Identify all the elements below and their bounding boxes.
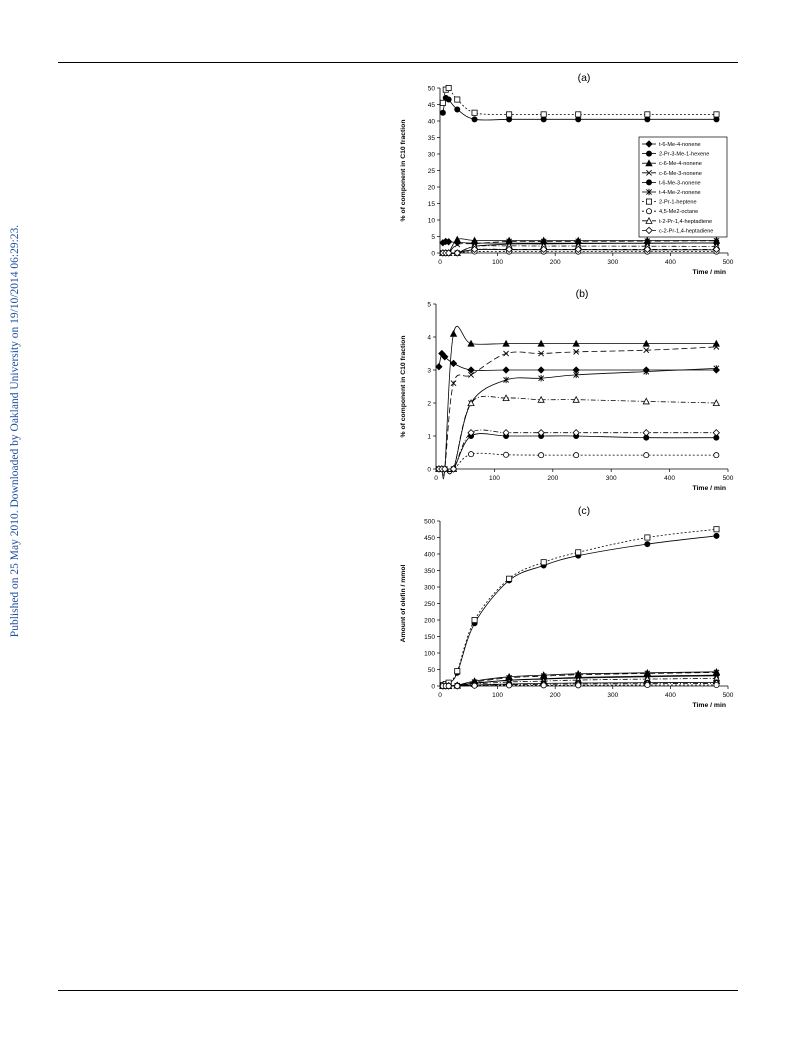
x-tick-label: 300 [605,475,617,482]
data-point [507,576,512,581]
y-tick-label: 45 [427,101,435,109]
data-point [472,110,477,115]
legend [639,137,727,237]
series-1 [440,533,719,688]
legend-entry: c-6-Me-4-nonene [659,161,702,168]
data-point [455,669,460,674]
y-axis-label: % of component in C10 fraction [400,119,407,222]
data-point [472,117,477,122]
data-point [446,85,451,90]
data-point [472,683,477,688]
legend-entry: c-2-Pr-1,4-heptadiene [659,228,714,235]
data-point [455,107,460,112]
x-tick-label: 300 [607,259,619,266]
data-point [714,527,719,532]
x-tick-label: 500 [722,692,734,699]
y-axis-label: Amount of olefin / mmol [400,564,407,643]
x-axis-label: Time / min [692,702,726,709]
panel-label: (a) [577,72,591,84]
data-point [507,683,512,688]
data-point [576,550,581,555]
y-tick-label: 300 [424,584,435,592]
data-point [541,683,546,688]
data-point [541,560,546,565]
data-point [507,112,512,117]
y-tick-label: 4 [427,334,431,342]
data-point [455,97,460,102]
data-point [450,360,456,366]
y-tick-label: 30 [427,151,435,159]
data-point [714,112,719,117]
x-tick-label: 400 [664,692,676,699]
data-point [645,112,650,117]
legend-marker [646,151,651,156]
data-point [576,112,581,117]
x-axis-label: Time / min [692,269,726,276]
data-point [576,683,581,688]
y-tick-label: 500 [424,518,435,526]
chart-panel-b [395,288,740,493]
y-tick-label: 200 [424,617,435,625]
panel-label: (c) [577,505,591,517]
legend-entry: t-4-Me-2-nonene [659,190,701,196]
x-tick-label: 400 [664,475,676,482]
series-line [443,87,717,114]
y-tick-label: 450 [424,534,435,542]
data-point [645,682,650,687]
y-tick-label: 100 [424,650,435,658]
y-tick-label: 40 [427,118,435,126]
series-2 [440,527,719,688]
data-point [503,351,508,356]
data-point [714,533,719,538]
data-point [713,430,719,436]
data-point [541,117,546,122]
y-tick-label: 25 [427,167,435,175]
data-point [436,364,442,370]
legend-entry: 2-Pr-1-heptene [659,199,697,206]
y-tick-label: 50 [427,85,435,93]
data-point [455,683,460,688]
legend-entry: c-6-Me-3-nonene [659,170,702,177]
x-tick-label: 200 [547,475,559,482]
y-tick-label: 250 [424,600,435,608]
chart-c-svg [395,505,740,710]
series-line [439,434,716,472]
y-axis-label: % of component in C10 fraction [400,335,407,438]
x-tick-label: 500 [722,259,734,266]
data-point [714,117,719,122]
watermark-text: Published on 25 May 2010. Downloaded by Oakland University on 19/10/2014 06:29:23. [9,224,21,638]
y-tick-label: 400 [424,551,435,559]
legend-entry: t-2-Pr-1,4-heptadiene [659,218,713,225]
data-point [645,535,650,540]
y-tick-label: 0 [427,466,431,474]
y-tick-label: 5 [427,301,431,309]
chart-a-svg [395,72,740,277]
series-10 [440,246,720,256]
legend-marker [646,180,651,185]
data-point [446,683,451,688]
data-point [451,331,457,337]
series-6 [436,452,719,472]
download-watermark [4,224,26,638]
x-tick-label: 500 [722,475,734,482]
x-tick-label: 400 [664,259,676,266]
x-axis-label: Time / min [692,485,726,492]
series-line [439,368,716,473]
x-tick-label: 300 [607,692,619,699]
legend-entry: 2-Pr-3-Me-1-hexene [659,151,710,158]
y-tick-label: 20 [427,184,435,192]
data-point [643,430,649,436]
y-tick-label: 10 [427,217,435,225]
y-tick-label: 50 [427,666,435,674]
x-tick-label: 200 [549,259,561,266]
data-point [446,97,451,102]
panel-label: (b) [575,288,589,300]
y-tick-label: 15 [427,200,435,208]
data-point [541,112,546,117]
x-tick-label: 0 [434,475,438,482]
data-point [714,453,719,458]
y-tick-label: 1 [427,433,431,441]
data-point [472,617,477,622]
data-point [644,453,649,458]
y-tick-label: 0 [431,683,435,691]
data-point [507,117,512,122]
x-tick-label: 0 [438,692,442,699]
chart-panel-c [395,505,740,710]
x-tick-label: 100 [488,475,500,482]
y-tick-label: 3 [427,367,431,375]
data-point [539,453,544,458]
data-point [503,452,508,457]
data-point [574,453,579,458]
chart-b-svg [395,288,740,493]
series-4 [436,433,719,471]
header-rule [58,62,738,63]
data-point [451,381,456,386]
x-tick-label: 100 [492,692,504,699]
y-tick-label: 35 [427,134,435,142]
series-7 [440,85,719,117]
data-point [576,117,581,122]
data-point [440,100,445,105]
legend-marker [646,209,651,214]
y-tick-label: 0 [431,250,435,258]
data-point [645,117,650,122]
legend-entry: t-6-Me-3-nonene [659,180,701,187]
data-point [503,377,508,383]
y-tick-label: 5 [431,233,435,241]
data-point [645,542,650,547]
data-point [503,367,509,373]
y-tick-label: 150 [424,633,435,641]
data-point [538,367,544,373]
series-2 [440,95,719,122]
data-point [468,452,473,457]
x-tick-label: 0 [438,259,442,266]
legend-entry: 4,5-Me2-octane [659,209,699,216]
chart-panel-a [395,72,740,277]
footer-rule [58,990,738,991]
legend-marker [646,199,651,204]
data-point [440,110,445,115]
data-point [714,682,719,687]
y-tick-label: 350 [424,567,435,575]
x-tick-label: 200 [549,692,561,699]
data-point [468,341,474,347]
legend-entry: t-6-Me-4-nonene [659,142,701,148]
y-tick-label: 2 [427,400,431,408]
x-tick-label: 100 [492,259,504,266]
